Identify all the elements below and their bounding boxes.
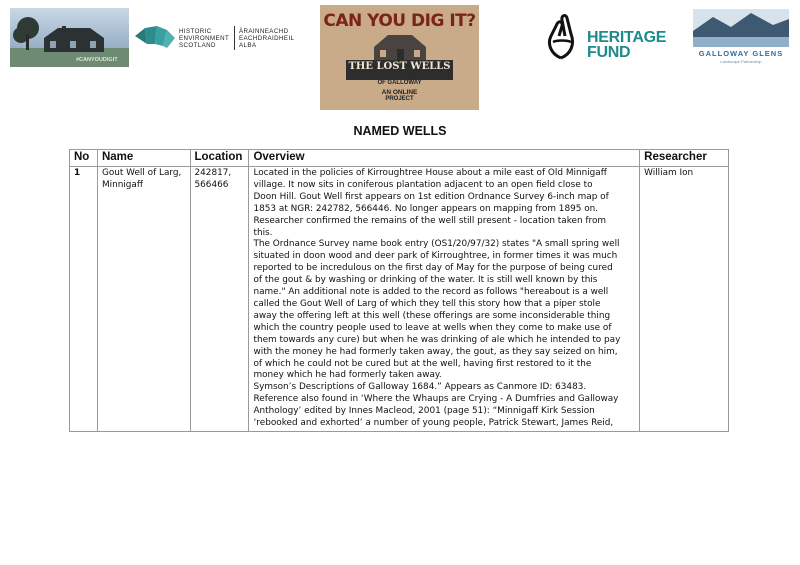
hes-line: SCOTLAND bbox=[179, 42, 216, 49]
column-header-name: Name bbox=[97, 150, 190, 167]
overview-line: The Ordnance Survey name book entry (OS1/20/97/32) states "A small spring well bbox=[253, 239, 620, 250]
historic-environment-scotland-logo bbox=[133, 24, 303, 52]
column-header-researcher: Researcher bbox=[640, 150, 729, 167]
overview-line: money which he had formerly taken away. bbox=[253, 370, 442, 381]
overview-line: Located in the policies of Kirroughtree House about a mile east of Old Minnigaff bbox=[253, 168, 607, 178]
overview-line: reported to be incredulous on the first day of May for the purpose of being cured bbox=[253, 263, 613, 274]
hes-line: ÀRAINNEACHD bbox=[239, 28, 289, 35]
cell-location bbox=[190, 167, 249, 432]
cell-overview bbox=[249, 167, 640, 432]
location-line: 242817, bbox=[194, 168, 232, 178]
lost-wells-project: PROJECT bbox=[385, 96, 414, 102]
name-line: Minnigaff bbox=[101, 179, 143, 190]
cell-researcher: William Ion bbox=[640, 167, 729, 432]
overview-line: Researcher confirmed the remains of the well still present - location taken from bbox=[253, 215, 607, 226]
column-header-overview: Overview bbox=[249, 150, 640, 167]
galloway-glens-logo bbox=[693, 9, 789, 66]
can-you-dig-it-title: CAN YOU DIG IT? bbox=[323, 11, 476, 31]
overview-line: Anthology’ edited by Innes Macleod, 2001 (page 51): “Minnigaff Kirk Session bbox=[253, 406, 595, 417]
overview-line: this. bbox=[253, 227, 273, 238]
cell-name bbox=[97, 167, 190, 432]
heritage-fund-line: FUND bbox=[587, 44, 631, 61]
name-line: Gout Well of Larg, bbox=[101, 168, 182, 178]
galloway-glens-title: GALLOWAY GLENS bbox=[698, 49, 784, 58]
hes-english-name bbox=[179, 28, 229, 49]
hes-line: HISTORIC bbox=[179, 28, 212, 35]
hes-line: ENVIRONMENT bbox=[179, 35, 230, 42]
overview-line: Symson’s Descriptions of Galloway 1684.” Appears as Canmore ID: 63483. bbox=[253, 382, 587, 393]
hes-line: EACHDRAIDHEIL bbox=[239, 35, 295, 42]
column-header-location: Location bbox=[190, 150, 249, 167]
overview-line: Reference also found in ‘Where the Whaups are Crying - A Dumfries and Galloway bbox=[253, 394, 619, 405]
named-wells-table bbox=[69, 149, 729, 432]
hes-gaelic-name bbox=[239, 28, 294, 49]
overview-line: name." An additional note is added to the record as follows "hereabout is a well bbox=[253, 287, 609, 298]
overview-line: 1853 at NGR: 242782, 566446. No longer appears on mapping from 1895 on. bbox=[253, 203, 599, 214]
lost-wells-of-galloway: OF GALLOWAY bbox=[377, 80, 422, 86]
overview-line: with the money he had formerly taken away, the gout, as they say seized on him, bbox=[253, 346, 618, 357]
can-you-dig-it-logo bbox=[10, 8, 129, 67]
location-line: 566466 bbox=[194, 179, 229, 190]
table-row bbox=[70, 167, 729, 432]
overview-line: them towards any cure) but when he was drinking of ale which he intended to pay bbox=[253, 334, 621, 345]
heritage-fund-wordmark bbox=[587, 30, 666, 60]
overview-line: away the offering left at this well (these offerings are some inconsiderable thing bbox=[253, 310, 611, 321]
overview-line: of which he could not be cured but at the well, having first restored to it the bbox=[253, 358, 592, 369]
galloway-glens-subtitle: Landscape Partnership bbox=[720, 59, 762, 64]
lost-wells-online: AN ONLINE bbox=[381, 89, 418, 96]
heritage-fund-line: HERITAGE bbox=[587, 29, 667, 46]
overview-line: which the country people used to leave at wells when they come to make use of bbox=[253, 322, 612, 333]
page-title: NAMED WELLS bbox=[353, 124, 447, 138]
overview-line: Doon Hill. Gout Well first appears on 1st edition Ordnance Survey 6-inch map of bbox=[253, 191, 609, 202]
crossed-fingers-icon bbox=[541, 14, 585, 62]
hes-fan-icon bbox=[133, 24, 177, 52]
overview-line: called the Gout Well of Larg of which they tell this story how that a piper stole bbox=[253, 298, 601, 309]
lost-wells-banner: THE LOST WELLS bbox=[346, 60, 453, 80]
overview-line: ‘rebooked and exhorted’ a number of young people, Patrick Stewart, James Reid, bbox=[253, 418, 614, 429]
lost-wells-of-galloway-logo bbox=[320, 5, 479, 110]
overview-line: situated in doon wood and deer park of Kirroughtree, in former times it was much bbox=[253, 251, 618, 262]
overview-line: village. It now sits in coniferous plantation adjacent to an open field close to bbox=[253, 179, 593, 190]
hes-line: ALBA bbox=[239, 42, 257, 49]
heritage-fund-logo bbox=[541, 14, 666, 62]
column-header-no: No bbox=[70, 150, 98, 167]
cell-no: 1 bbox=[70, 167, 98, 432]
landscape-icon bbox=[693, 9, 789, 47]
hes-divider bbox=[234, 26, 235, 50]
overview-line: of the gout & by washing or drinking of the water. It is still well known by this bbox=[253, 275, 598, 286]
can-you-dig-it-tag: #CANYOUDIGIT bbox=[76, 57, 118, 63]
table-header-row bbox=[70, 150, 729, 167]
